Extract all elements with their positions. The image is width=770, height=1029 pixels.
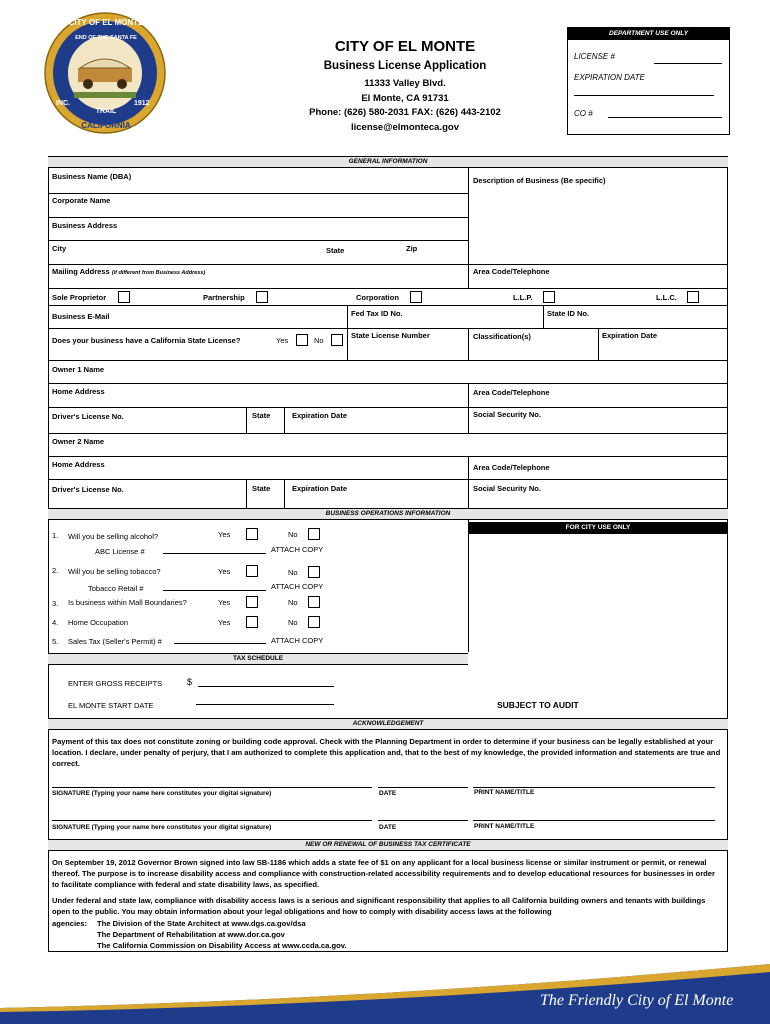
state-field[interactable]: State bbox=[326, 246, 345, 255]
owner2-state-field[interactable]: State bbox=[252, 484, 271, 493]
sole-proprietor-label: Sole Proprietor bbox=[52, 293, 107, 302]
owner2-home-address-field[interactable]: Home Address bbox=[52, 460, 105, 469]
q1-alcohol-question: Will you be selling alcohol? bbox=[68, 532, 159, 541]
signature-line-2[interactable] bbox=[52, 820, 372, 821]
start-date-label: EL MONTE START DATE bbox=[68, 701, 154, 710]
seal-icon bbox=[44, 8, 166, 138]
seal-state: CALIFORNIA bbox=[81, 121, 131, 130]
acknowledgement-header: ACKNOWLEDGEMENT bbox=[48, 718, 728, 730]
print-name-line-1[interactable] bbox=[473, 787, 715, 788]
owner1-expiration-field[interactable]: Expiration Date bbox=[292, 411, 348, 420]
license-label: LICENSE # bbox=[574, 52, 615, 61]
q2-no-checkbox[interactable] bbox=[308, 566, 320, 578]
license-input-line[interactable] bbox=[654, 63, 722, 64]
q4-yes-label: Yes bbox=[218, 618, 231, 627]
gross-receipts-input[interactable] bbox=[198, 686, 334, 687]
q3-no-label: No bbox=[288, 598, 298, 607]
footer-band bbox=[0, 962, 770, 1024]
renewal-paragraph-1: On September 19, 2012 Governor Brown signed into law SB-1186 which adds a state fee of $1 on any applicant for a local business license or similar instrument or permit, or renewal thereof. The purpose is to increase disability access and compliance with construction-related accessibility requirements and to develop educational resources for businesses in order to facilitate compliance with federal and state disability laws, as specified. bbox=[52, 858, 715, 889]
tax-schedule-header: TAX SCHEDULE bbox=[48, 653, 468, 665]
phone-fax: Phone: (626) 580-2031 FAX: (626) 443-2102 bbox=[309, 107, 501, 118]
owner2-drivers-license-field[interactable]: Driver's License No. bbox=[52, 485, 124, 494]
owner2-expiration-field[interactable]: Expiration Date bbox=[292, 484, 348, 493]
mailing-address-note: (if different from Business Address) bbox=[111, 270, 206, 276]
start-date-input[interactable] bbox=[196, 704, 334, 705]
q4-yes-checkbox[interactable] bbox=[246, 616, 258, 628]
seal-trail: TRAIL bbox=[95, 108, 117, 115]
q3-number: 3. bbox=[52, 599, 59, 608]
q4-no-label: No bbox=[288, 618, 298, 627]
q2-yes-label: Yes bbox=[218, 567, 231, 576]
business-email-field[interactable]: Business E-Mail bbox=[52, 312, 110, 321]
page-title: CITY OF EL MONTE bbox=[334, 38, 476, 55]
corporation-label: Corporation bbox=[356, 293, 399, 302]
signature-label-2: SIGNATURE (Typing your name here constitutes your digital signature) bbox=[52, 824, 272, 831]
q1-no-label: No bbox=[288, 530, 298, 539]
agency-ccda[interactable]: The California Commission on Disability Access at www.ccda.ca.gov. bbox=[97, 941, 347, 950]
q2-number: 2. bbox=[52, 566, 59, 575]
sales-tax-input[interactable] bbox=[174, 643, 266, 644]
date-label-2: DATE bbox=[379, 824, 397, 831]
business-address-field[interactable]: Business Address bbox=[52, 221, 118, 230]
ca-license-yes-checkbox[interactable] bbox=[296, 334, 308, 346]
footer-slogan: The Friendly City of El Monte bbox=[540, 992, 734, 1009]
owner1-area-code-field[interactable]: Area Code/Telephone bbox=[473, 388, 550, 397]
print-name-label-1: PRINT NAME/TITLE bbox=[474, 789, 535, 796]
abc-license-input[interactable] bbox=[163, 553, 266, 554]
seal-text-mid: END OF THE SANTA FE bbox=[75, 35, 137, 41]
abc-license-label: ABC License # bbox=[95, 547, 145, 556]
owner1-home-address-field[interactable]: Home Address bbox=[52, 387, 105, 396]
llc-checkbox[interactable] bbox=[687, 291, 699, 303]
expiration-input-line[interactable] bbox=[574, 95, 714, 96]
co-label: CO # bbox=[574, 109, 593, 118]
state-id-field[interactable]: State ID No. bbox=[547, 309, 590, 318]
q3-no-checkbox[interactable] bbox=[308, 596, 320, 608]
renewal-header: NEW OR RENEWAL OF BUSINESS TAX CERTIFICATE bbox=[48, 839, 728, 851]
signature-label-1: SIGNATURE (Typing your name here constitutes your digital signature) bbox=[52, 790, 272, 797]
description-field[interactable]: Description of Business (Be specific) bbox=[473, 176, 606, 185]
seal-year: 1912 bbox=[134, 100, 150, 107]
address-line-1: 11333 Valley Blvd. bbox=[364, 78, 446, 89]
expiration-label: EXPIRATION DATE bbox=[574, 73, 645, 82]
dollar-sign: $ bbox=[187, 677, 193, 687]
agencies-label: agencies: bbox=[52, 919, 88, 928]
seal-text-top: CITY OF EL MONTE bbox=[68, 18, 144, 27]
q5-number: 5. bbox=[52, 637, 59, 646]
q3-yes-label: Yes bbox=[218, 598, 231, 607]
page-subtitle: Business License Application bbox=[323, 60, 487, 72]
date-line-2[interactable] bbox=[378, 820, 468, 821]
llp-label: L.L.P. bbox=[513, 293, 533, 302]
q2-no-label: No bbox=[288, 568, 298, 577]
owner1-name-field[interactable]: Owner 1 Name bbox=[52, 365, 105, 374]
tobacco-attach-copy: ATTACH COPY bbox=[271, 582, 324, 591]
q3-yes-checkbox[interactable] bbox=[246, 596, 258, 608]
signature-line-1[interactable] bbox=[52, 787, 372, 788]
co-input-line[interactable] bbox=[608, 117, 722, 118]
partnership-label: Partnership bbox=[203, 293, 245, 302]
abc-attach-copy: ATTACH COPY bbox=[271, 545, 324, 554]
mailing-address-label: Mailing Address bbox=[52, 267, 110, 276]
department-use-box bbox=[567, 27, 730, 135]
date-label-1: DATE bbox=[379, 790, 397, 797]
agency-dor[interactable]: The Department of Rehabilitation at www.dor.ca.gov bbox=[97, 930, 285, 939]
llc-label: L.L.C. bbox=[656, 293, 677, 302]
address-line-2: El Monte, CA 91731 bbox=[361, 93, 449, 104]
ca-license-no-label: No bbox=[314, 336, 324, 345]
q1-number: 1. bbox=[52, 531, 59, 540]
seal-inc: INC. bbox=[56, 100, 70, 107]
owner2-area-code-field[interactable]: Area Code/Telephone bbox=[473, 463, 550, 472]
sales-tax-attach-copy: ATTACH COPY bbox=[271, 636, 324, 645]
tobacco-retail-label: Tobacco Retail # bbox=[88, 584, 144, 593]
llp-checkbox[interactable] bbox=[543, 291, 555, 303]
ca-license-question: Does your business have a California State License? bbox=[52, 336, 241, 345]
owner1-state-field[interactable]: State bbox=[252, 411, 271, 420]
city-seal bbox=[44, 8, 166, 138]
tobacco-retail-input[interactable] bbox=[163, 590, 266, 591]
area-code-field[interactable]: Area Code/Telephone bbox=[473, 267, 550, 276]
q3-mall-question: Is business within Mall Boundaries? bbox=[68, 598, 187, 607]
owner2-ssn-field[interactable]: Social Security No. bbox=[473, 484, 541, 493]
classification-field[interactable]: Classification(s) bbox=[473, 332, 531, 341]
q4-number: 4. bbox=[52, 618, 59, 627]
expiration-date-field[interactable]: Expiration Date bbox=[602, 331, 658, 340]
q4-home-occupation: Home Occupation bbox=[68, 618, 129, 627]
owner2-name-field[interactable]: Owner 2 Name bbox=[52, 437, 105, 446]
q1-yes-label: Yes bbox=[218, 530, 231, 539]
corporate-name-field[interactable]: Corporate Name bbox=[52, 196, 111, 205]
sole-proprietor-checkbox[interactable] bbox=[118, 291, 130, 303]
fed-tax-id-field[interactable]: Fed Tax ID No. bbox=[351, 309, 403, 318]
q1-no-checkbox[interactable] bbox=[308, 528, 320, 540]
subject-to-audit: SUBJECT TO AUDIT bbox=[497, 700, 579, 710]
mailing-address-field[interactable] bbox=[52, 267, 205, 276]
owner1-drivers-license-field[interactable]: Driver's License No. bbox=[52, 412, 124, 421]
q1-yes-checkbox[interactable] bbox=[246, 528, 258, 540]
agency-dsa[interactable]: The Division of the State Architect at www.dgs.ca.gov/dsa bbox=[97, 919, 306, 928]
partnership-checkbox[interactable] bbox=[256, 291, 268, 303]
state-license-number-field[interactable]: State License Number bbox=[351, 331, 430, 340]
ca-license-no-checkbox[interactable] bbox=[331, 334, 343, 346]
department-use-title: DEPARTMENT USE ONLY bbox=[568, 28, 729, 40]
q5-sales-tax: Sales Tax (Seller's Permit) # bbox=[68, 637, 162, 646]
ca-license-yes-label: Yes bbox=[276, 336, 289, 345]
gross-receipts-label: ENTER GROSS RECEIPTS bbox=[68, 679, 163, 688]
corporation-checkbox[interactable] bbox=[410, 291, 422, 303]
general-info-header: GENERAL INFORMATION bbox=[48, 156, 728, 168]
business-name-field[interactable]: Business Name (DBA) bbox=[52, 172, 132, 181]
business-operations-header: BUSINESS OPERATIONS INFORMATION bbox=[48, 508, 728, 520]
renewal-paragraph-2: Under federal and state law, compliance with disability access laws is a serious and significant responsibility that applies to all California building owners and tenants with buildings open to the public. You may obtain information about your legal obligations and how to comply with disability access laws at the following bbox=[52, 896, 706, 916]
q2-tobacco-question: Will you be selling tobacco? bbox=[68, 567, 161, 576]
q2-yes-checkbox[interactable] bbox=[246, 565, 258, 577]
print-name-line-2[interactable] bbox=[473, 820, 715, 821]
zip-field[interactable]: Zip bbox=[406, 244, 418, 253]
print-name-label-2: PRINT NAME/TITLE bbox=[474, 823, 535, 830]
email: license@elmonteca.gov bbox=[351, 122, 459, 133]
owner1-ssn-field[interactable]: Social Security No. bbox=[473, 410, 541, 419]
city-use-only-header: FOR CITY USE ONLY bbox=[469, 522, 727, 534]
acknowledgement-text: Payment of this tax does not constitute zoning or building code approval. Check with the Planning Department in order to determine if your business can be legally established at your location. I declare, under penalty of perjury, that I am authorized to complete this application and, that to the best of my knowledge, the provided information and statements are true and correct. bbox=[52, 737, 721, 768]
city-field[interactable]: City bbox=[52, 244, 67, 253]
date-line-1[interactable] bbox=[378, 787, 468, 788]
q4-no-checkbox[interactable] bbox=[308, 616, 320, 628]
